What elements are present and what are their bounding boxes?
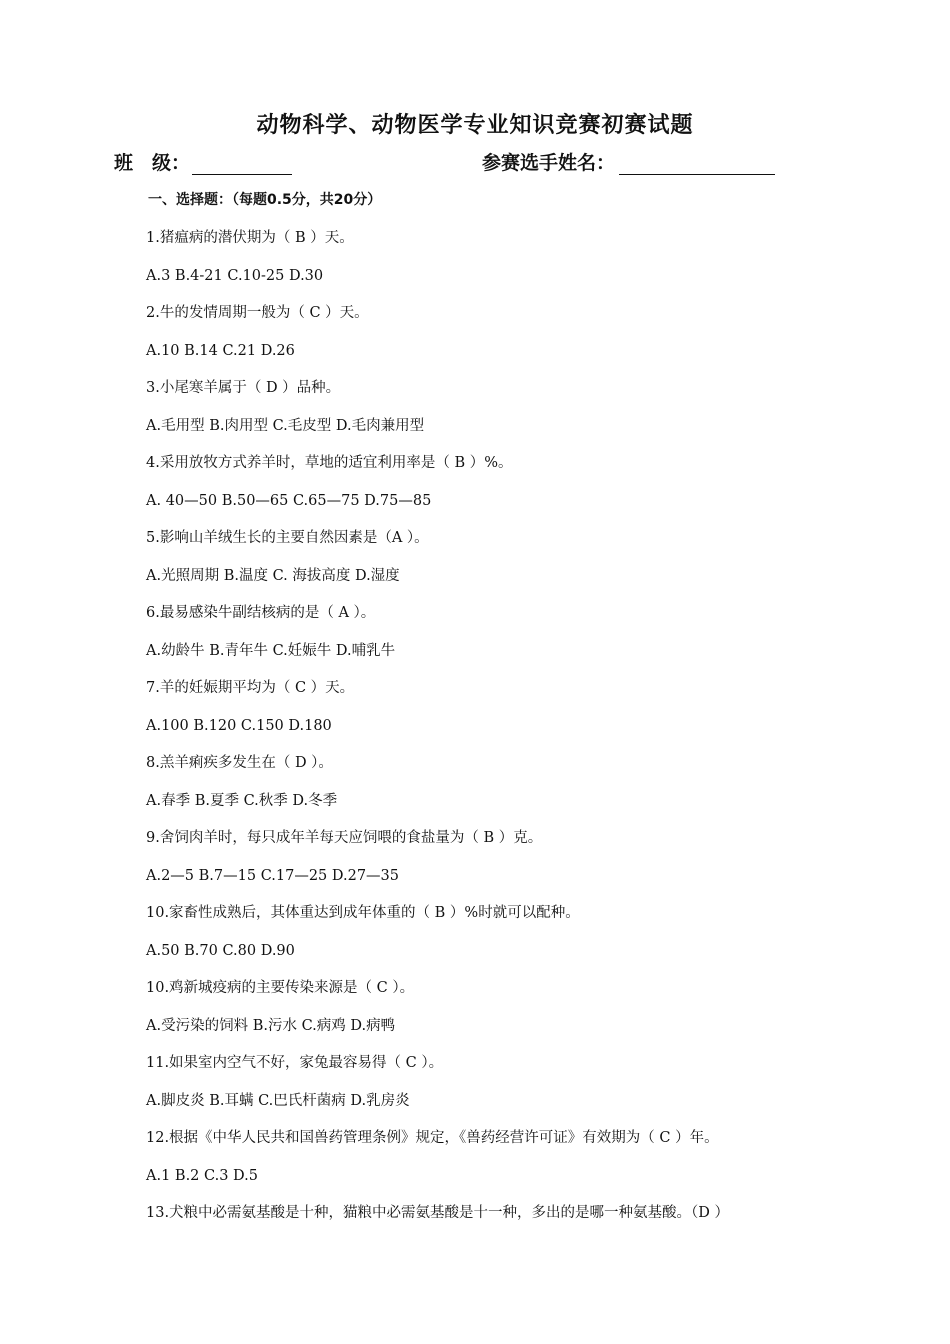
option-line: A.受污染的饲料 B.污水 C.病鸡 D.病鸭 bbox=[146, 1017, 396, 1034]
class-field bbox=[114, 148, 292, 175]
option-line: A.2—5 B.7—15 C.17—25 D.27—35 bbox=[146, 867, 400, 884]
option-line: A.光照周期 B.温度 C. 海拔高度 D.湿度 bbox=[146, 567, 400, 584]
question-line: 9.舍饲肉羊时，每只成年羊每天应饲喂的食盐量为（ B ）克。 bbox=[146, 830, 543, 846]
question-line: 10.鸡新城疫病的主要传染来源是（ C ）。 bbox=[146, 980, 415, 996]
section-heading: 一、选择题：（每题0.5分，共20分） bbox=[148, 192, 382, 208]
option-line: A.50 B.70 C.80 D.90 bbox=[146, 942, 295, 959]
option-line: A.毛用型 B.肉用型 C.毛皮型 D.毛肉兼用型 bbox=[146, 417, 425, 434]
participant-info-row bbox=[114, 146, 804, 180]
option-line: A.10 B.14 C.21 D.26 bbox=[146, 342, 295, 359]
question-line: 4.采用放牧方式养羊时，草地的适宜利用率是（ B ）%。 bbox=[146, 455, 513, 471]
option-line: A.100 B.120 C.150 D.180 bbox=[146, 717, 332, 734]
option-line: A.春季 B.夏季 C.秋季 D.冬季 bbox=[146, 792, 338, 809]
class-label: 班 级： bbox=[114, 152, 191, 174]
contestant-name-label: 参赛选手姓名： bbox=[482, 152, 616, 174]
question-line: 3.小尾寒羊属于（ D ）品种。 bbox=[146, 380, 341, 396]
option-line: A.脚皮炎 B.耳螨 C.巴氏杆菌病 D.乳房炎 bbox=[146, 1092, 410, 1109]
question-line: 11.如果室内空气不好，家兔最容易得（ C ）。 bbox=[146, 1055, 444, 1071]
contestant-name-blank-line[interactable] bbox=[619, 152, 775, 175]
question-list bbox=[146, 226, 846, 1239]
question-line: 2.牛的发情周期一般为（ C ）天。 bbox=[146, 305, 369, 321]
option-line: A. 40—50 B.50—65 C.65—75 D.75—85 bbox=[146, 492, 432, 509]
option-line: A.3 B.4-21 C.10-25 D.30 bbox=[146, 267, 324, 284]
question-line: 13.犬粮中必需氨基酸是十种，猫粮中必需氨基酸是十一种，多出的是哪一种氨基酸。（D ） bbox=[146, 1205, 730, 1221]
question-line: 1.猪瘟病的潜伏期为（ B ）天。 bbox=[146, 230, 354, 246]
question-line: 7.羊的妊娠期平均为（ C ）天。 bbox=[146, 680, 355, 696]
document-title: 动物科学、动物医学专业知识竞赛初赛试题 bbox=[256, 113, 694, 138]
option-line: A.1 B.2 C.3 D.5 bbox=[146, 1167, 258, 1184]
option-line: A.幼龄牛 B.青年牛 C.妊娠牛 D.哺乳牛 bbox=[146, 642, 396, 659]
question-line: 8.羔羊痢疾多发生在（ D ）。 bbox=[146, 755, 333, 771]
question-line: 12.根据《中华人民共和国兽药管理条例》规定，《兽药经营许可证》有效期为（ C ）年。 bbox=[146, 1130, 719, 1146]
class-blank-line[interactable] bbox=[192, 152, 292, 175]
question-line: 10.家畜性成熟后，其体重达到成年体重的（ B ）%时就可以配种。 bbox=[146, 905, 580, 921]
question-line: 6.最易感染牛副结核病的是（ A ）。 bbox=[146, 605, 376, 621]
contestant-name-field bbox=[482, 148, 775, 175]
question-line: 5.影响山羊绒生长的主要自然因素是（A ）。 bbox=[146, 530, 429, 546]
